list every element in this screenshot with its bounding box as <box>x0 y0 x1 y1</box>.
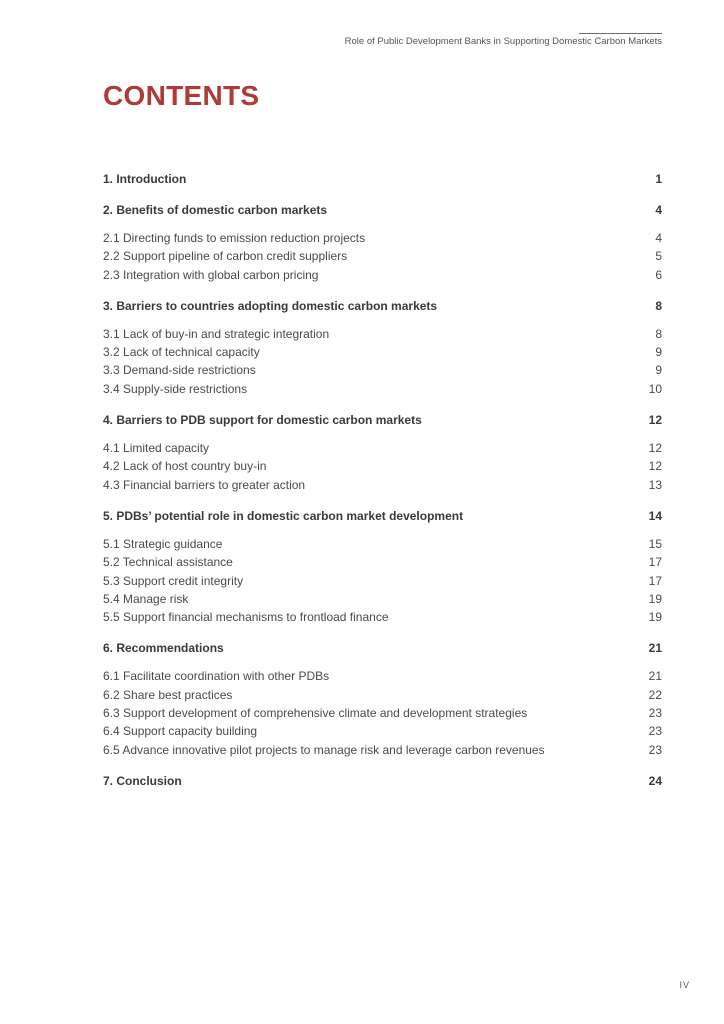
toc-subsection-entry[interactable] <box>103 667 662 685</box>
toc-subsection-title: 6.3 Support development of comprehensive climate and development strategies <box>103 706 528 721</box>
header-rule <box>579 33 662 34</box>
toc-subsection-page: 12 <box>648 441 662 456</box>
toc-subsection-page: 17 <box>648 573 662 588</box>
toc-subsection-entry[interactable] <box>103 266 662 284</box>
toc-subsection-entry[interactable] <box>103 535 662 553</box>
toc-subsection-page: 19 <box>648 610 662 625</box>
toc-subsection-page: 8 <box>655 326 662 341</box>
toc-subsection-page: 21 <box>648 669 662 684</box>
toc-subsection-page: 13 <box>648 477 662 492</box>
toc-subsection-page: 10 <box>648 381 662 396</box>
toc-subsection-title: 4.1 Limited capacity <box>103 441 210 456</box>
toc-section <box>103 411 662 494</box>
toc-section <box>103 639 662 758</box>
toc-section <box>103 201 662 284</box>
toc-subsection-entry[interactable] <box>103 380 662 398</box>
toc-subsection-title: 4.3 Financial barriers to greater action <box>103 477 306 492</box>
toc-subsection-title: 2.3 Integration with global carbon pricing <box>103 267 319 282</box>
toc-subsection-page: 15 <box>648 536 662 551</box>
toc-subsection-title: 5.1 Strategic guidance <box>103 536 223 551</box>
toc-subsection-entry[interactable] <box>103 247 662 265</box>
page-number: IV <box>679 980 690 990</box>
toc-section-entry[interactable] <box>103 772 662 790</box>
toc-subsection-page: 23 <box>648 742 662 757</box>
toc-subsection-page: 23 <box>648 706 662 721</box>
toc-section-entry[interactable] <box>103 639 662 657</box>
toc-section-entry[interactable] <box>103 201 662 219</box>
toc-section-title: 4. Barriers to PDB support for domestic carbon markets <box>103 413 422 428</box>
toc-section-page: 24 <box>648 773 662 788</box>
toc-subsection-title: 2.2 Support pipeline of carbon credit suppliers <box>103 249 348 264</box>
toc-subsection-title: 3.3 Demand-side restrictions <box>103 363 256 378</box>
toc-subsection-page: 9 <box>655 363 662 378</box>
toc-section-page: 21 <box>648 641 662 656</box>
toc-subsection-page: 5 <box>655 249 662 264</box>
toc-section-page: 1 <box>655 172 662 186</box>
toc-subsection-title: 5.4 Manage risk <box>103 591 189 606</box>
toc-subsection-entry[interactable] <box>103 572 662 590</box>
toc-subsection-entry[interactable] <box>103 439 662 457</box>
toc-section-page: 8 <box>655 298 662 313</box>
toc-subsection-page: 22 <box>648 687 662 702</box>
toc-section-page: 4 <box>655 203 662 217</box>
toc-subsection-page: 12 <box>648 459 662 474</box>
running-header: Role of Public Development Banks in Supporting Domestic Carbon Markets <box>344 36 662 47</box>
page-title: CONTENTS <box>103 80 260 111</box>
toc-subsection-page: 9 <box>655 345 662 360</box>
toc-section <box>103 297 662 398</box>
toc-section <box>103 170 662 188</box>
toc-subsection-entry[interactable] <box>103 229 662 247</box>
toc-subsection-title: 6.5 Advance innovative pilot projects to manage risk and leverage carbon revenues <box>103 742 545 757</box>
toc-section-title: 6. Recommendations <box>103 641 224 656</box>
toc-subsection-entry[interactable] <box>103 741 662 759</box>
toc-subsection-title: 6.1 Facilitate coordination with other PDBs <box>103 669 330 684</box>
toc-subsection-page: 4 <box>655 231 662 245</box>
toc-section-title: 7. Conclusion <box>103 773 182 788</box>
toc-subsection-title: 6.2 Share best practices <box>103 687 233 702</box>
toc-section-title: 2. Benefits of domestic carbon markets <box>103 203 328 217</box>
toc-subsection-entry[interactable] <box>103 361 662 379</box>
toc-subsection-title: 5.3 Support credit integrity <box>103 573 244 588</box>
toc-subsection-entry[interactable] <box>103 325 662 343</box>
toc-subsection-entry[interactable] <box>103 686 662 704</box>
toc-section-page: 14 <box>648 508 662 523</box>
toc-subsection-entry[interactable] <box>103 590 662 608</box>
toc-subsection-entry[interactable] <box>103 553 662 571</box>
toc-section <box>103 507 662 626</box>
toc-subsection-entry[interactable] <box>103 608 662 626</box>
toc-subsection-title: 2.1 Directing funds to emission reduction projects <box>103 231 366 245</box>
toc-subsection-title: 6.4 Support capacity building <box>103 724 258 739</box>
toc-section-entry[interactable] <box>103 297 662 315</box>
toc-section-page: 12 <box>648 413 662 428</box>
table-of-contents <box>103 170 662 803</box>
toc-subsection-page: 19 <box>648 591 662 606</box>
toc-subsection-page: 17 <box>648 555 662 570</box>
toc-subsection-page: 23 <box>648 724 662 739</box>
toc-section-title: 3. Barriers to countries adopting domestic carbon markets <box>103 298 438 313</box>
toc-section-entry[interactable] <box>103 170 662 188</box>
toc-subsection-title: 5.5 Support financial mechanisms to frontload finance <box>103 610 389 625</box>
toc-subsection-entry[interactable] <box>103 722 662 740</box>
toc-section <box>103 772 662 790</box>
toc-subsection-entry[interactable] <box>103 704 662 722</box>
toc-subsection-entry[interactable] <box>103 457 662 475</box>
toc-subsection-title: 4.2 Lack of host country buy-in <box>103 459 267 474</box>
toc-subsection-title: 3.1 Lack of buy-in and strategic integration <box>103 326 330 341</box>
toc-subsection-title: 3.4 Supply-side restrictions <box>103 381 248 396</box>
toc-section-entry[interactable] <box>103 411 662 429</box>
toc-subsection-title: 3.2 Lack of technical capacity <box>103 345 260 360</box>
toc-subsection-entry[interactable] <box>103 476 662 494</box>
toc-section-title: 5. PDBs’ potential role in domestic carbon market development <box>103 508 464 523</box>
toc-section-title: 1. Introduction <box>103 172 187 186</box>
toc-subsection-entry[interactable] <box>103 343 662 361</box>
toc-section-entry[interactable] <box>103 507 662 525</box>
toc-subsection-title: 5.2 Technical assistance <box>103 555 233 570</box>
toc-subsection-page: 6 <box>655 267 662 282</box>
